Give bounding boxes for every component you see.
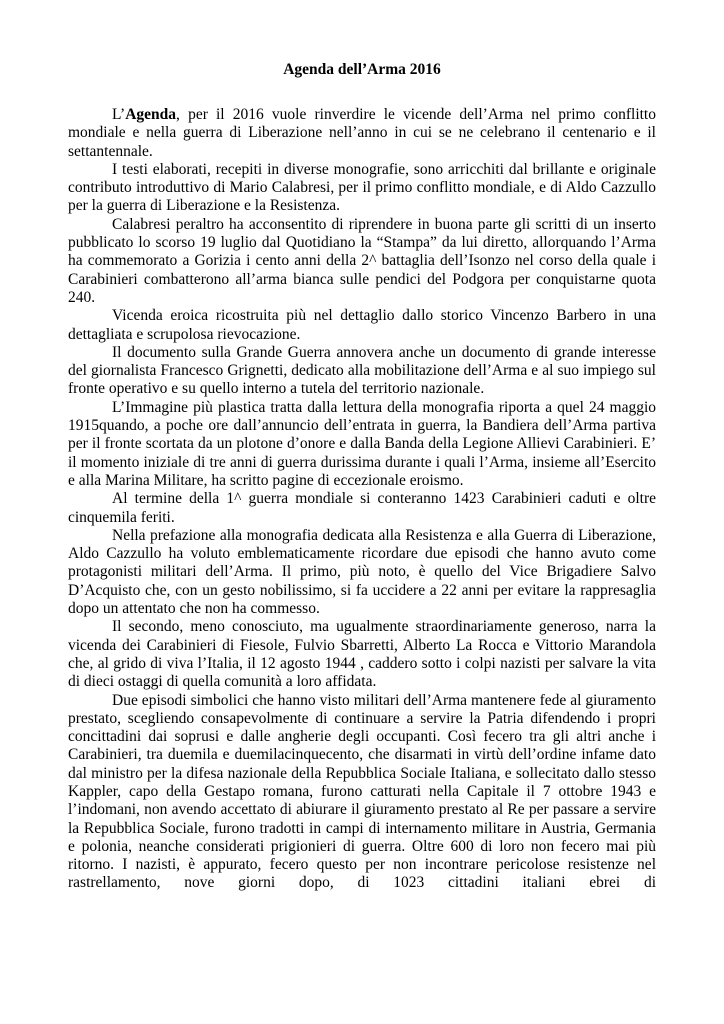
paragraph-4: Vicenda eroica ricostruita più nel dettaglio dallo storico Vincenzo Barbero in una dettagliata e scrupolosa rievocazione. xyxy=(68,307,656,343)
paragraph-1-lead: L’ xyxy=(112,106,126,123)
paragraph-2: I testi elaborati, recepiti in diverse monografie, sono arricchiti dal brillante e originale contributo introduttivo di Mario Calabresi, per il primo conflitto mondiale, e di Aldo Cazzullo per la guerra di Liberazione e la Resistenza. xyxy=(68,160,656,215)
paragraph-5: Il documento sulla Grande Guerra annovera anche un documento di grande interesse del giornalista Francesco Grignetti, dedicato alla mobilitazione dell’Arma e al suo impiego sul fronte operativo e su quello interno a tutela del territorio nazionale. xyxy=(68,343,656,398)
paragraph-9: Il secondo, meno conosciuto, ma ugualmente straordinariamente generoso, narra la vicenda dei Carabinieri di Fiesole, Fulvio Sbarretti, Alberto La Rocca e Vittorio Marandola che, al grido di viva l’Italia, il 12 agosto 1944 , caddero sotto i colpi nazisti per salvare la vita di dieci ostaggi di quella comunità a loro affidata. xyxy=(68,618,656,691)
paragraph-10: Due episodi simbolici che hanno visto militari dell’Arma mantenere fede al giuramento prestato, scegliendo consapevolmente di continuare a servire la Patria difendendo i propri concittadini dai soprusi e dalle angherie degli occupanti. Così fecero tra gli altri anche i Carabinieri, tra duemila e duemilacinquecento, che disarmati in virtù dell’ordine infame dato dal ministro per la difesa nazionale della Repubblica Sociale Italiana, e sollecitato dallo stesso Kappler, capo della Gestapo romana, furono catturati nella Capitale il 7 ottobre 1943 e l’indomani, non avendo accettato di abiurare il giuramento prestato al Re per passare a servire la Repubblica Sociale, furono tradotti in campi di internamento militare in Austria, Germania e polonia, neanche considerati prigionieri di guerra. Oltre 600 di loro non fecero mai più ritorno. I nazisti, è appurato, fecero questo per non incontrare pericolose resistenze nel rastrellamento, nove giorni dopo, di 1023 cittadini italiani ebrei di xyxy=(68,691,656,892)
agenda-bold-word: Agenda xyxy=(125,106,177,123)
paragraph-1 xyxy=(68,106,656,161)
paragraph-1-rest: , per il 2016 vuole rinverdire le vicende dell’Arma nel primo conflitto mondiale e nella guerra di Liberazione nell’anno in cui se ne celebrano il centenario e il settantennale. xyxy=(68,106,656,160)
paragraph-8: Nella prefazione alla monografia dedicata alla Resistenza e alla Guerra di Liberazione, Aldo Cazzullo ha voluto emblematicamente ricordare due episodi che hanno avuto come protagonisti militari dell’Arma. Il primo, più noto, è quello del Vice Brigadiere Salvo D’Acquisto che, con un gesto nobilissimo, si fa uccidere a 22 anni per evitare la rappresaglia dopo un attentato che non ha commesso. xyxy=(68,526,656,618)
document-title: Agenda dell’Arma 2016 xyxy=(283,61,441,78)
document-body xyxy=(68,106,656,893)
paragraph-6: L’Immagine più plastica tratta dalla lettura della monografia riporta a quel 24 maggio 1915quando, a poche ore dall’annuncio dell’entrata in guerra, la Bandiera dell’Arma partiva per il fronte scortata da un plotone d’onore e dalla Banda della Legione Allievi Carabinieri. E’ il momento iniziale di tre anni di guerra durissima durante i quali l’Arma, insieme all’Esercito e alla Marina Militare, ha scritto pagine di eccezionale eroismo. xyxy=(68,398,656,489)
paragraph-3: Calabresi peraltro ha acconsentito di riprendere in buona parte gli scritti di un inserto pubblicato lo scorso 19 luglio dal Quotidiano la “Stampa” da lui diretto, allorquando l’Arma ha commemorato a Gorizia i cento anni della 2^ battaglia dell’Isonzo nel corso della quale i Carabinieri combatterono all’arma bianca sulle pendici del Podgora per conquistarne quota 240. xyxy=(68,215,656,306)
paragraph-7: Al termine della 1^ guerra mondiale si conteranno 1423 Carabinieri caduti e oltre cinquemila feriti. xyxy=(68,490,656,526)
